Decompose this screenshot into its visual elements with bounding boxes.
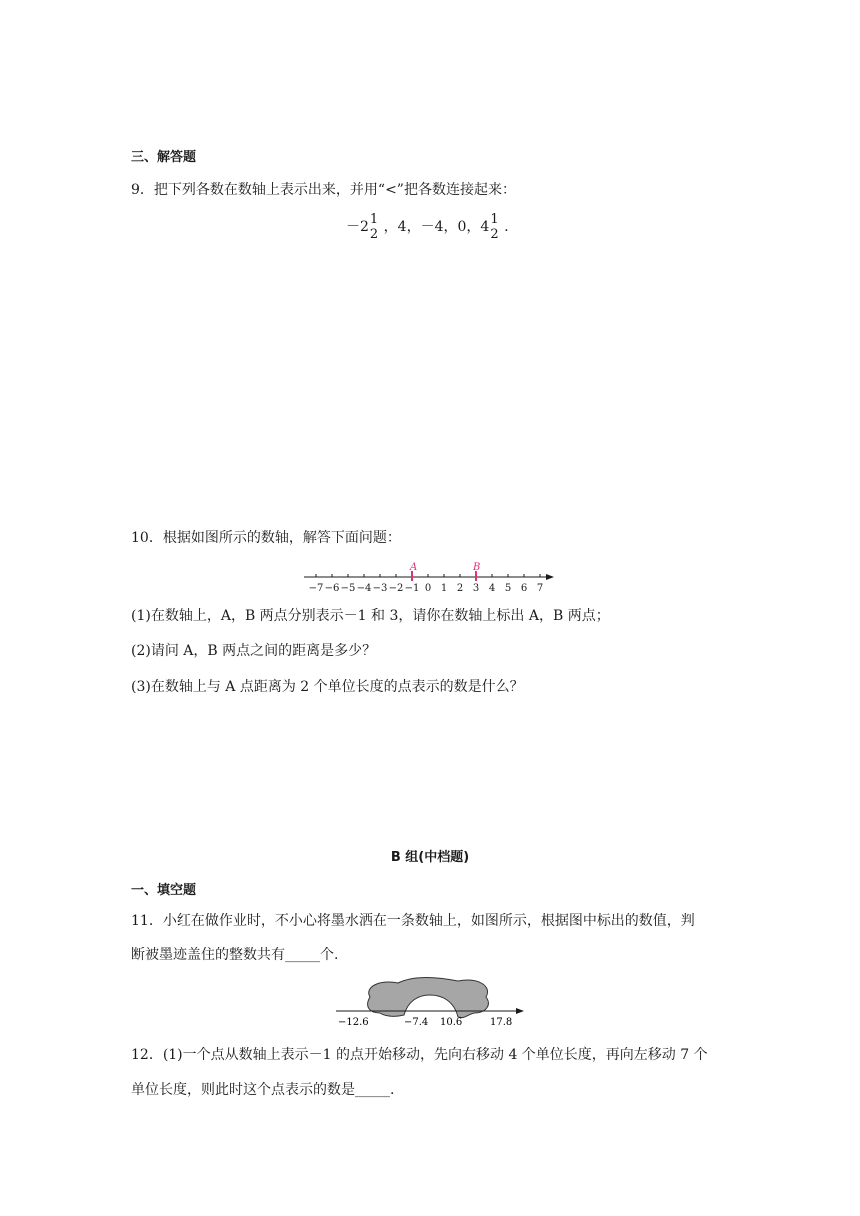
label-neg-12-6: −12.6 [338, 1017, 369, 1028]
number-4-whole: 4 [480, 219, 490, 235]
fraction-numerator: 1 [490, 212, 499, 227]
number-line-tick-label: 4 [488, 583, 496, 594]
number-line-tick-label: −1 [404, 583, 420, 594]
label-17-8: 17.8 [490, 1017, 513, 1028]
number-line-figure [300, 560, 560, 596]
label-10-6: 10.6 [440, 1017, 463, 1028]
number-line-tick-label: −4 [356, 583, 372, 594]
number-line-tick-label: 3 [472, 583, 480, 594]
fraction-one-half-b [490, 212, 498, 242]
arrow-right-icon [546, 574, 554, 580]
number-line-tick-label: −2 [388, 583, 404, 594]
number-line-tick-label: 7 [536, 583, 544, 594]
question-11-line-2: 断被墨迹盖住的整数共有_____个. [131, 947, 339, 963]
number-line-tick-label: −7 [308, 583, 324, 594]
question-10-part-3: (3)在数轴上与 A 点距离为 2 个单位长度的点表示的数是什么？ [131, 679, 524, 695]
number-line-tick-label: 2 [456, 583, 464, 594]
separator: ， [406, 219, 421, 235]
number-line-tick-label: 0 [424, 583, 432, 594]
separator: ， [443, 219, 458, 235]
period: . [504, 219, 509, 235]
label-neg-7-4: −7.4 [404, 1017, 429, 1028]
question-10-part-2: (2)请问 A，B 两点之间的距离是多少？ [131, 643, 377, 659]
section-heading-fill-blank: 一、填空题 [131, 883, 197, 898]
question-9-numbers [346, 212, 509, 242]
group-b-title: B 组(中档题) [390, 850, 470, 865]
section-heading-answer-questions: 三、解答题 [131, 150, 197, 165]
question-10-text: 10．根据如图所示的数轴，解答下面问题： [131, 530, 401, 546]
number-line-tick-label: −5 [340, 583, 356, 594]
number-neg-4: －4 [420, 219, 444, 235]
question-11-line-1: 11．小红在做作业时，不小心将墨水洒在一条数轴上，如图所示，根据图中标出的数值，判 [131, 913, 695, 929]
question-12-line-2: 单位长度，则此时这个点表示的数是_____. [131, 1082, 395, 1098]
ink-blot [368, 978, 489, 1018]
ink-number-line-figure [334, 975, 530, 1029]
point-b-label: B [473, 562, 481, 573]
number-line-tick-label: 1 [440, 583, 448, 594]
fraction-denominator: 2 [369, 227, 379, 242]
number-neg-2-whole: －2 [346, 219, 369, 235]
question-12-line-1: 12．(1)一个点从数轴上表示－1 的点开始移动，先向右移动 4 个单位长度，再向左移动 7 个 [131, 1047, 708, 1063]
number-line-tick-label: 5 [504, 583, 512, 594]
arrow-right-icon [516, 1008, 524, 1014]
separator: ， [383, 219, 398, 235]
fraction-one-half-a [370, 212, 378, 242]
number-0: 0 [457, 219, 467, 235]
number-4: 4 [397, 219, 407, 235]
number-line-tick-label: −6 [324, 583, 340, 594]
number-line-tick-label: 6 [520, 583, 528, 594]
fraction-numerator: 1 [369, 212, 379, 227]
question-9-text: 9．把下列各数在数轴上表示出来，并用“<”把各数连接起来： [131, 182, 516, 198]
question-10-part-1: (1)在数轴上，A，B 两点分别表示－1 和 3，请你在数轴上标出 A，B 两点； [131, 608, 610, 624]
separator: ， [466, 219, 481, 235]
point-a-label: A [410, 562, 418, 573]
number-line-tick-label: −3 [372, 583, 388, 594]
fraction-denominator: 2 [490, 227, 499, 242]
